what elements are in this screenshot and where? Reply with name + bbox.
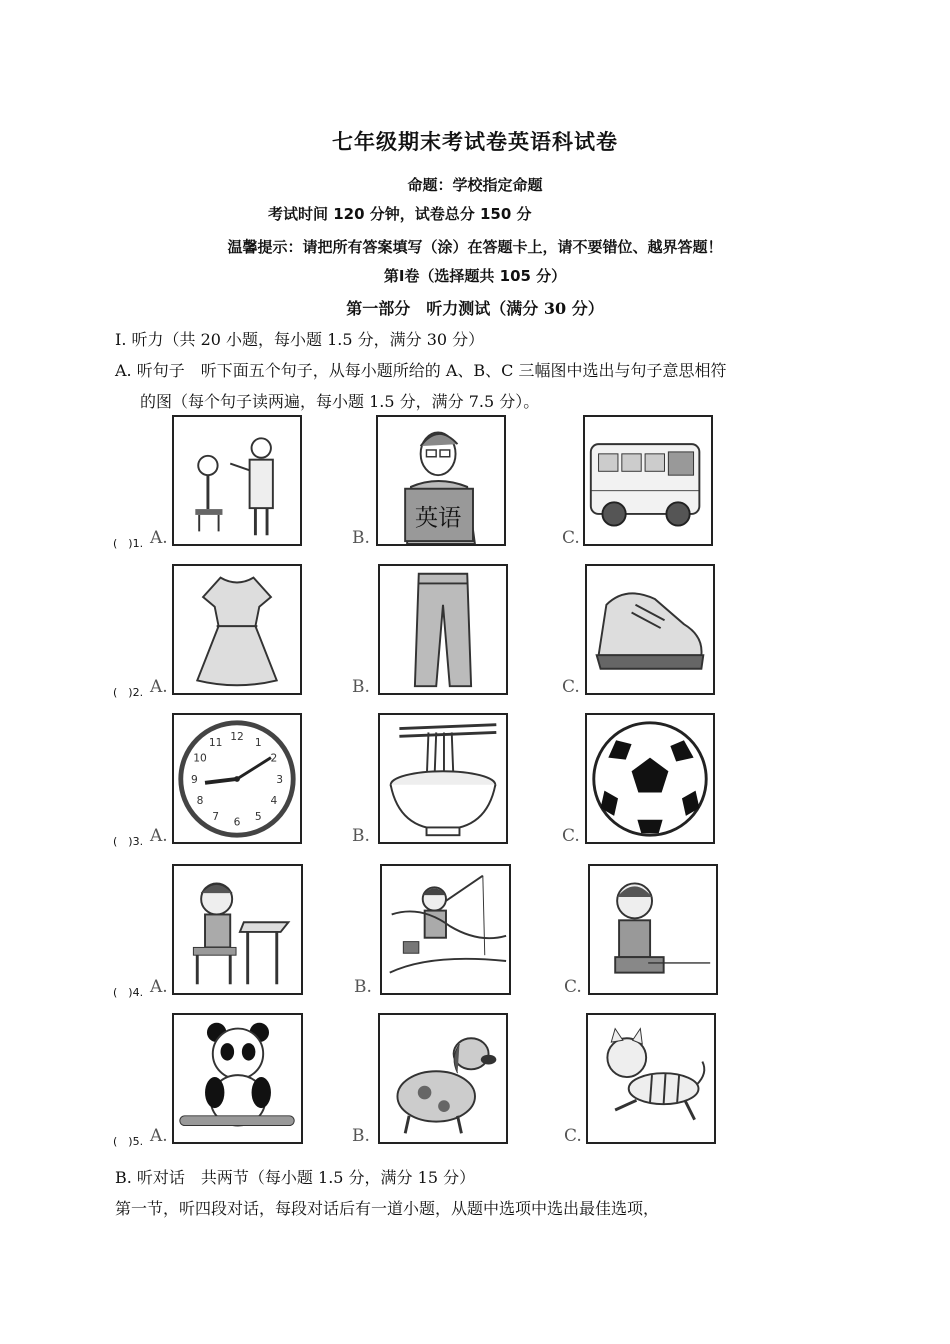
option-a-label: A. — [150, 1126, 168, 1146]
clock-number: 4 — [270, 794, 278, 808]
dog-icon — [380, 1015, 506, 1142]
boy-at-desk-icon — [174, 866, 301, 993]
picture-bus — [583, 415, 713, 546]
boy-sitting-icon — [590, 866, 716, 993]
clock-number: 6 — [233, 815, 241, 829]
clock-icon — [174, 715, 300, 842]
clock-number: 10 — [193, 751, 207, 765]
clock-number: 9 — [190, 772, 198, 786]
section-a-instruction-cont: 的图（每个句子读两遍，每小题 1.5 分，满分 7.5 分）。 — [140, 392, 540, 411]
doctor-patient-icon — [174, 417, 300, 544]
section-i-heading: I. 听力（共 20 小题，每小题 1.5 分，满分 30 分） — [115, 330, 485, 349]
section-b-instruction: 第一节，听四段对话，每段对话后有一道小题，从题中选项中选出最佳选项， — [115, 1199, 660, 1218]
book-title: 英语 — [414, 504, 462, 532]
option-b-label: B. — [352, 826, 370, 846]
option-b-label: B. — [352, 528, 370, 548]
tiger-icon — [588, 1015, 714, 1142]
clock-number: 8 — [196, 794, 204, 808]
option-b-label: B. — [352, 677, 370, 697]
clock-number: 11 — [208, 735, 223, 749]
part-heading: 第一部分 听力测试（满分 30 分） — [346, 299, 604, 318]
question-1-label: ( )1. — [113, 537, 144, 550]
picture-noodles — [378, 713, 508, 844]
clock-number: 2 — [270, 751, 278, 765]
volume-heading: 第Ⅰ卷（选择题共 105 分） — [383, 267, 567, 285]
option-c-label: C. — [564, 977, 582, 997]
option-c-label: C. — [562, 826, 580, 846]
boy-fishing-icon — [382, 866, 509, 993]
football-icon — [587, 715, 713, 842]
picture-football — [585, 713, 715, 844]
option-a-label: A. — [150, 677, 168, 697]
dress-icon — [174, 566, 300, 693]
picture-trousers — [378, 564, 508, 695]
section-b-heading: B. 听对话 共两节（每小题 1.5 分，满分 15 分） — [115, 1168, 476, 1187]
exam-reminder: 温馨提示：请把所有答案填写（涂）在答题卡上，请不要错位、越界答题！ — [227, 238, 723, 256]
picture-dog — [378, 1013, 508, 1144]
option-a-label: A. — [150, 977, 168, 997]
picture-boy-fishing — [380, 864, 511, 995]
sneaker-icon — [587, 566, 713, 693]
teacher-book-icon — [378, 417, 504, 544]
clock-number: 5 — [254, 809, 262, 823]
clock-number: 12 — [230, 730, 244, 744]
option-c-label: C. — [564, 1126, 582, 1146]
option-a-label: A. — [150, 528, 168, 548]
option-b-label: B. — [352, 1126, 370, 1146]
option-b-label: B. — [354, 977, 372, 997]
picture-panda — [172, 1013, 303, 1144]
exam-title: 七年级期末考试卷英语科试卷 — [332, 130, 618, 154]
picture-teacher-book — [376, 415, 506, 546]
exam-time-info: 考试时间 120 分钟，试卷总分 150 分 — [268, 205, 532, 223]
question-5-label: ( )5. — [113, 1135, 144, 1148]
trousers-icon — [380, 566, 506, 693]
option-c-label: C. — [562, 677, 580, 697]
question-4-label: ( )4. — [113, 986, 144, 999]
picture-sneaker — [585, 564, 715, 695]
question-2-label: ( )2. — [113, 686, 144, 699]
exam-setter: 命题：学校指定命题 — [407, 176, 543, 194]
picture-boy-at-desk — [172, 864, 303, 995]
picture-tiger — [586, 1013, 716, 1144]
picture-clock — [172, 713, 302, 844]
panda-icon — [174, 1015, 301, 1142]
option-a-label: A. — [150, 826, 168, 846]
bus-icon — [585, 417, 711, 544]
clock-number: 1 — [254, 735, 262, 749]
section-a-instruction: A. 听句子 听下面五个句子，从每小题所给的 A、B、C 三幅图中选出与句子意思相符 — [115, 361, 727, 380]
picture-doctor-patient — [172, 415, 302, 546]
noodles-icon — [380, 715, 506, 842]
clock-number: 7 — [212, 809, 220, 823]
question-3-label: ( )3. — [113, 835, 144, 848]
picture-boy-sitting — [588, 864, 718, 995]
option-c-label: C. — [562, 528, 580, 548]
picture-dress — [172, 564, 302, 695]
clock-number: 3 — [276, 772, 284, 786]
